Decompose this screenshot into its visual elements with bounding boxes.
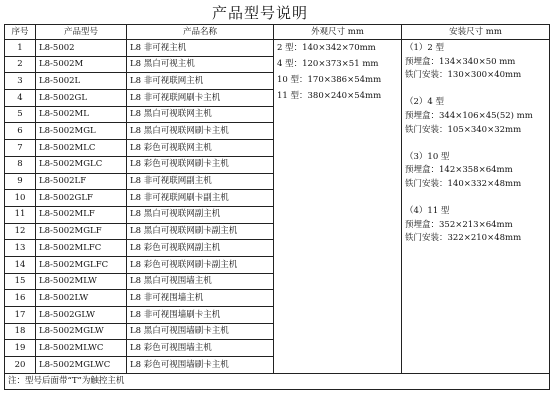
table-note: 注：型号后面带“T”为触控主机 <box>5 373 550 389</box>
row-model: L8-5002MGLWC <box>36 357 127 374</box>
install-type4-iron: 铁门安装：105×340×32mm <box>405 124 522 135</box>
install-type2-head: （1）2 型 <box>405 43 445 53</box>
row-name: L8 黑白可视联网刷卡主机 <box>127 123 274 140</box>
row-number: 4 <box>5 90 36 107</box>
row-model: L8-5002MGL <box>36 123 127 140</box>
row-name: L8 非可视联网主机 <box>127 73 274 90</box>
row-model: L8-5002GLW <box>36 307 127 324</box>
row-name: L8 非可视联网刷卡主机 <box>127 90 274 107</box>
dim-type-10: 10 型：170×386×54mm <box>277 75 382 85</box>
row-model: L8-5002MLW <box>36 273 127 290</box>
row-name: L8 黑白可视围墙刷卡主机 <box>127 323 274 340</box>
header-name: 产品名称 <box>127 25 274 40</box>
row-model: L8-5002MLFC <box>36 240 127 257</box>
row-name: L8 彩色可视联网刷卡副主机 <box>127 256 274 273</box>
row-name: L8 彩色可视围墙刷卡主机 <box>127 357 274 374</box>
row-model: L8-5002GL <box>36 90 127 107</box>
row-model: L8-5002LF <box>36 173 127 190</box>
header-install: 安装尺寸 mm <box>402 25 550 40</box>
row-number: 16 <box>5 290 36 307</box>
dim-type-4: 4 型：120×373×51 mm <box>277 59 379 69</box>
row-model: L8-5002MLC <box>36 140 127 157</box>
row-number: 12 <box>5 223 36 240</box>
row-number: 1 <box>5 40 36 57</box>
row-number: 3 <box>5 73 36 90</box>
table-note-row <box>5 373 550 389</box>
row-model: L8-5002GLF <box>36 190 127 207</box>
row-model: L8-5002MGLFC <box>36 256 127 273</box>
row-number: 2 <box>5 56 36 73</box>
row-name: L8 黑白可视围墙主机 <box>127 273 274 290</box>
row-model: L8-5002 <box>36 40 127 57</box>
row-model: L8-5002ML <box>36 106 127 123</box>
install-type10-embed: 预埋盒：142×358×64mm <box>405 165 513 176</box>
row-name: L8 非可视主机 <box>127 40 274 57</box>
row-model: L8-5002M <box>36 56 127 73</box>
row-number: 8 <box>5 156 36 173</box>
install-type4-embed: 预埋盒：344×106×45(52) mm <box>405 110 533 121</box>
row-number: 18 <box>5 323 36 340</box>
row-number: 19 <box>5 340 36 357</box>
row-name: L8 彩色可视围墙主机 <box>127 340 274 357</box>
install-type11-iron: 铁门安装：322×210×48mm <box>405 233 522 244</box>
row-name: L8 非可视联网副主机 <box>127 173 274 190</box>
row-name: L8 非可视围墙主机 <box>127 290 274 307</box>
row-name: L8 黑白可视联网副主机 <box>127 206 274 223</box>
install-type10-iron: 铁门安装：140×332×48mm <box>405 178 522 189</box>
row-number: 10 <box>5 190 36 207</box>
dim-type-11: 11 型：380×240×54mm <box>277 91 382 101</box>
row-number: 5 <box>5 106 36 123</box>
row-name: L8 黑白可视联网刷卡副主机 <box>127 223 274 240</box>
row-name: L8 非可视联网刷卡副主机 <box>127 190 274 207</box>
row-name: L8 彩色可视联网刷卡主机 <box>127 156 274 173</box>
install-type11-embed: 预埋盒：352×213×64mm <box>405 219 513 230</box>
install-type2-embed: 预埋盒：134×340×50 mm <box>405 56 516 67</box>
row-number: 14 <box>5 256 36 273</box>
product-model-table <box>4 24 550 390</box>
row-number: 13 <box>5 240 36 257</box>
install-type11-head: （4）11 型 <box>405 206 450 217</box>
row-name: L8 黑白可视主机 <box>127 56 274 73</box>
row-model: L8-5002LW <box>36 290 127 307</box>
install-cell <box>402 40 550 374</box>
table-header-row <box>5 25 550 40</box>
row-model: L8-5002MGLF <box>36 223 127 240</box>
row-model: L8-5002L <box>36 73 127 90</box>
row-model: L8-5002MLF <box>36 206 127 223</box>
install-type10-head: （3）10 型 <box>405 151 450 162</box>
header-model: 产品型号 <box>36 25 127 40</box>
install-type2-iron: 铁门安装：130×300×40mm <box>405 70 522 81</box>
row-number: 6 <box>5 123 36 140</box>
row-name: L8 黑白可视联网主机 <box>127 106 274 123</box>
dim-type-2: 2 型：140×342×70mm <box>277 43 376 53</box>
row-number: 11 <box>5 206 36 223</box>
header-no: 序号 <box>5 25 36 40</box>
row-name: L8 彩色可视联网副主机 <box>127 240 274 257</box>
row-model: L8-5002MGLW <box>36 323 127 340</box>
row-name: L8 彩色可视联网主机 <box>127 140 274 157</box>
row-number: 7 <box>5 140 36 157</box>
table-row <box>5 40 550 57</box>
page-title: 产品型号说明 <box>211 4 308 22</box>
row-model: L8-5002MGLC <box>36 156 127 173</box>
row-number: 17 <box>5 307 36 324</box>
row-number: 15 <box>5 273 36 290</box>
row-model: L8-5002MLWC <box>36 340 127 357</box>
row-number: 20 <box>5 357 36 374</box>
row-name: L8 非可视围墙刷卡主机 <box>127 307 274 324</box>
row-number: 9 <box>5 173 36 190</box>
install-type4-head: （2）4 型 <box>405 97 445 108</box>
dimensions-cell <box>274 40 402 374</box>
header-dims: 外观尺寸 mm <box>274 25 402 40</box>
